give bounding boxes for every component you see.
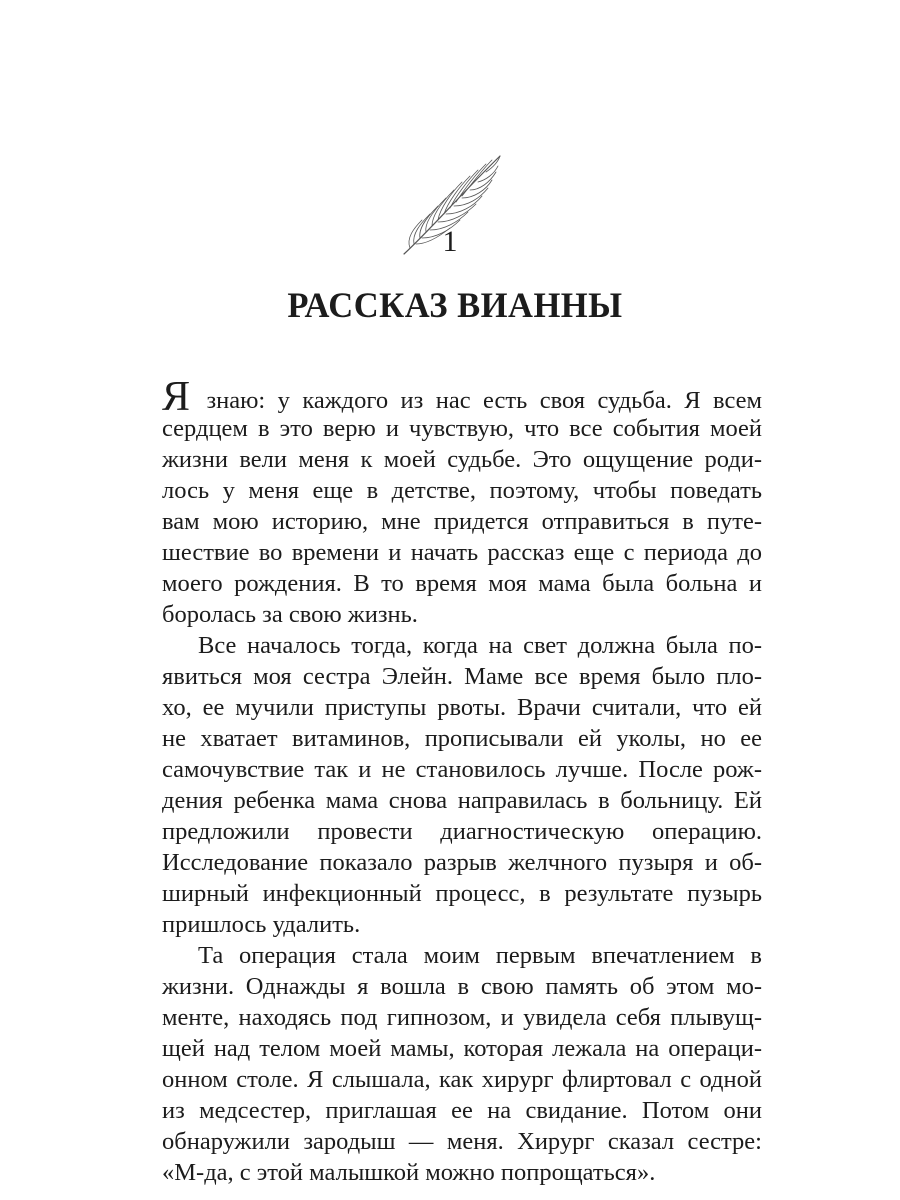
paragraph-2-line: пришлось удалить. [162, 911, 361, 938]
drop-initial: Я [162, 374, 191, 420]
paragraph-3-line: жизни. Однажды я вошла в свою память об этом мо- [162, 973, 762, 1000]
paragraph-3-line: онном столе. Я слышала, как хирург флиртовал с одной [162, 1066, 762, 1093]
paragraph-1-line-1: Я знаю: у каждого из нас есть своя судьба. Я всем [162, 374, 762, 420]
paragraph-1-line: моего рождения. В то время моя мама была больна и [162, 570, 762, 597]
paragraph-3-line: из медсестер, приглашая ее на свидание. Потом они [162, 1097, 762, 1124]
chapter-title: РАССКАЗ ВИАННЫ [287, 285, 623, 325]
paragraph-2-line: не хватает витаминов, прописывали ей уколы, но ее [162, 725, 762, 752]
chapter-body [162, 374, 762, 1188]
paragraph-3-line: Та операция стала моим первым впечатлением в [198, 942, 762, 969]
paragraph-1-line: жизни вели меня к моей судьбе. Это ощущение роди- [162, 446, 762, 473]
paragraph-3-line: щей над телом моей мамы, которая лежала на операци- [162, 1035, 762, 1062]
paragraph-3-line: менте, находясь под гипнозом, и увидела себя плывущ- [162, 1004, 762, 1031]
paragraph-1-line: сердцем в это верю и чувствую, что все события моей [162, 415, 762, 442]
paragraph-3-line: обнаружили зародыш — меня. Хирург сказал сестре: [162, 1128, 762, 1155]
chapter-number: 1 [442, 225, 458, 258]
paragraph-1-line: боролась за свою жизнь. [162, 601, 418, 628]
paragraph-2-line: Все началось тогда, когда на свет должна была по- [198, 632, 762, 659]
paragraph-2-line: дения ребенка мама снова направилась в больницу. Ей [162, 787, 762, 814]
paragraph-2-line: самочувствие так и не становилось лучше. После рож- [162, 756, 762, 783]
paragraph-1-line: вам мою историю, мне придется отправиться в путе- [162, 508, 762, 535]
paragraph-1-line: шествие во времени и начать рассказ еще с периода до [162, 539, 762, 566]
paragraph-2-line: Исследование показало разрыв желчного пузыря и об- [162, 849, 762, 876]
paragraph-1-line: лось у меня еще в детстве, поэтому, чтобы поведать [162, 477, 762, 504]
paragraph-2-line: ширный инфекционный процесс, в результате пузырь [162, 880, 762, 907]
paragraph-3-line: «М-да, с этой малышкой можно попрощаться». [162, 1159, 656, 1186]
paragraph-2-line: предложили провести диагностическую операцию. [162, 818, 762, 845]
paragraph-2-line: явиться моя сестра Элейн. Маме все время было пло- [162, 663, 762, 690]
paragraph-2-line: хо, ее мучили приступы рвоты. Врачи считали, что ей [162, 694, 762, 721]
